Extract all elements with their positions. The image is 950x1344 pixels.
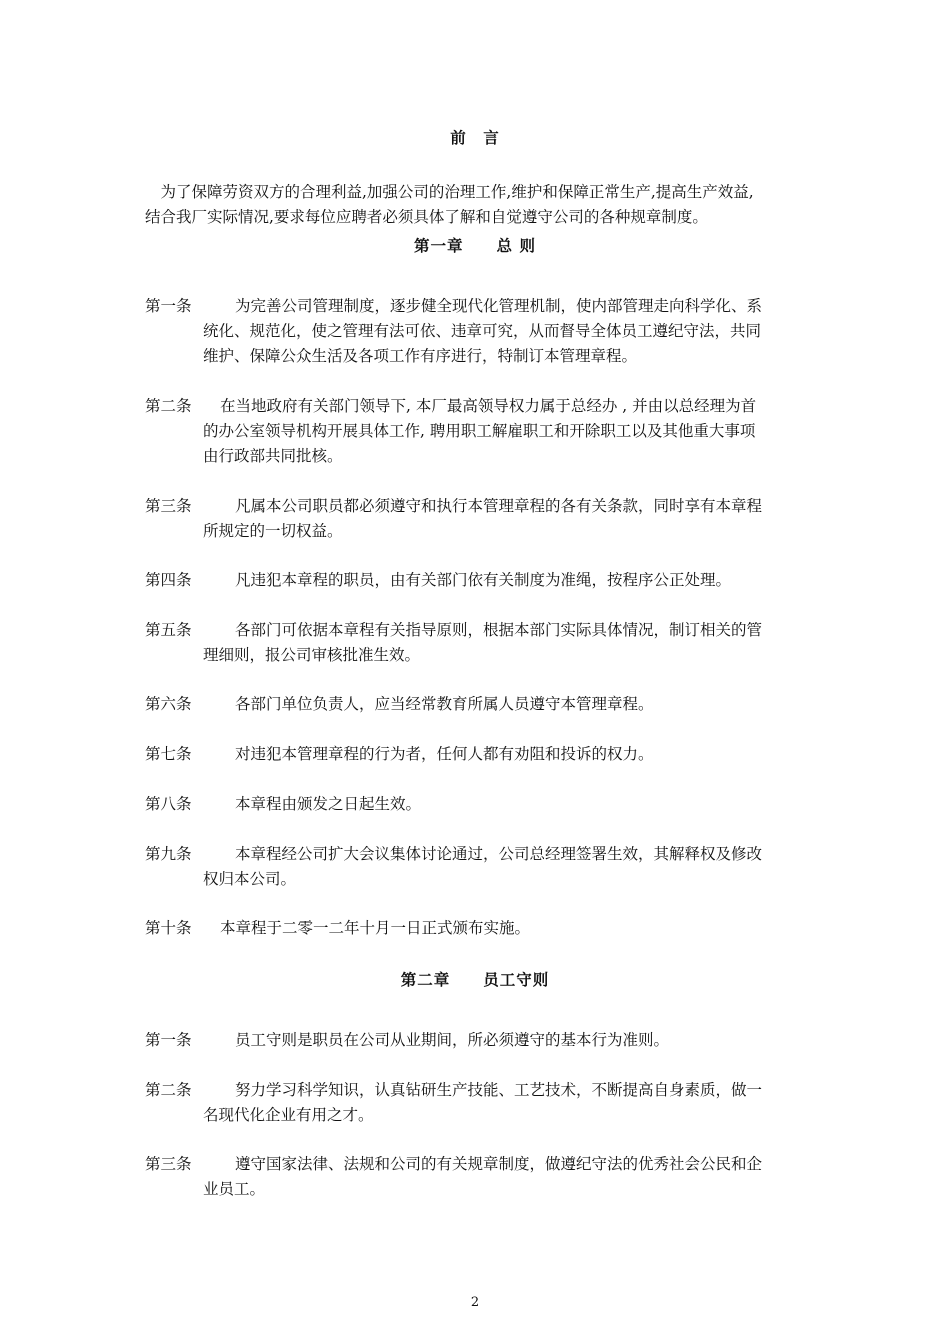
article-line: 各部门可依据本章程有关指导原则，根据本部门实际具体情况，制订相关的管 — [235, 621, 763, 639]
article-line: 为完善公司管理制度，逐步健全现代化管理机制，使内部管理走向科学化、系 — [235, 297, 763, 315]
article-line: 各部门单位负责人，应当经常教育所属人员遵守本管理章程。 — [235, 695, 654, 713]
article-number: 第六条 — [145, 695, 192, 713]
article-line: 理细则，报公司审核批准生效。 — [203, 646, 421, 664]
chapter1-article-8 — [145, 792, 815, 817]
article-number: 第二条 — [145, 397, 192, 415]
article-number: 第三条 — [145, 1155, 192, 1173]
chapter1-article-9 — [145, 842, 815, 892]
article-line: 凡属本公司职员都必须遵守和执行本管理章程的各有关条款，同时享有本章程 — [235, 497, 763, 515]
article-line: 维护、保障公众生活及各项工作有序进行，特制订本管理章程。 — [203, 347, 638, 365]
article-number: 第十条 — [145, 919, 192, 937]
article-line: 所规定的一切权益。 — [203, 522, 343, 540]
chapter1-article-1 — [145, 294, 815, 369]
article-line: 努力学习科学知识，认真钻研生产技能、工艺技术，不断提高自身素质，做一 — [235, 1081, 763, 1099]
article-number: 第八条 — [145, 795, 192, 813]
chapter1-article-10 — [145, 916, 815, 941]
chapter2-article-1 — [145, 1028, 815, 1053]
page-number: 2 — [470, 1295, 480, 1310]
article-line: 的办公室领导机构开展具体工作, 聘用职工解雇职工和开除职工以及其他重大事项 — [203, 422, 756, 440]
article-number: 第一条 — [145, 297, 192, 315]
article-line: 在当地政府有关部门领导下, 本厂最高领导权力属于总经办 , 并由以总经理为首 — [220, 397, 757, 415]
article-number: 第四条 — [145, 571, 192, 589]
article-number: 第七条 — [145, 745, 192, 763]
article-line: 本章程由颁发之日起生效。 — [235, 795, 422, 813]
chapter1-title: 第一章 总 则 — [414, 236, 536, 255]
preface-line: 为了保障劳资双方的合理利益,加强公司的治理工作,维护和保障正常生产,提高生产效益, — [145, 183, 754, 201]
article-line: 业员工。 — [203, 1180, 266, 1198]
article-line: 对违犯本管理章程的行为者，任何人都有劝阻和投诉的权力。 — [235, 745, 654, 763]
article-line: 凡违犯本章程的职员，由有关部门依有关制度为准绳，按程序公正处理。 — [235, 571, 732, 589]
chapter1-article-5 — [145, 618, 815, 668]
chapter2-article-2 — [145, 1078, 815, 1128]
chapter1-article-7 — [145, 742, 815, 767]
article-number: 第五条 — [145, 621, 192, 639]
article-number: 第三条 — [145, 497, 192, 515]
article-line: 由行政部共同批核。 — [203, 447, 343, 465]
article-number: 第二条 — [145, 1081, 192, 1099]
article-number: 第九条 — [145, 845, 192, 863]
article-line: 本章程于二零一二年十月一日正式颁布实施。 — [220, 919, 531, 937]
article-line: 权归本公司。 — [203, 870, 297, 888]
article-line: 统化、规范化，使之管理有法可依、违章可究，从而督导全体员工遵纪守法，共同 — [203, 322, 762, 340]
chapter1-article-2 — [145, 394, 815, 469]
chapter1-article-3 — [145, 494, 815, 544]
article-line: 本章程经公司扩大会议集体讨论通过，公司总经理签署生效，其解释权及修改 — [235, 845, 763, 863]
chapter2-title: 第二章 员工守则 — [400, 970, 550, 989]
preface-line: 结合我厂实际情况,要求每位应聘者必须具体了解和自觉遵守公司的各种规章制度。 — [145, 208, 708, 226]
article-line: 员工守则是职员在公司从业期间，所必须遵守的基本行为准则。 — [235, 1031, 670, 1049]
article-line: 名现代化企业有用之才。 — [203, 1106, 374, 1124]
preface-title: 前 言 — [450, 128, 500, 147]
chapter1-article-4 — [145, 568, 815, 593]
chapter1-article-6 — [145, 692, 815, 717]
preface-paragraph — [145, 180, 810, 230]
article-line: 遵守国家法律、法规和公司的有关规章制度，做遵纪守法的优秀社会公民和企 — [235, 1155, 763, 1173]
chapter2-article-3 — [145, 1152, 815, 1202]
article-number: 第一条 — [145, 1031, 192, 1049]
